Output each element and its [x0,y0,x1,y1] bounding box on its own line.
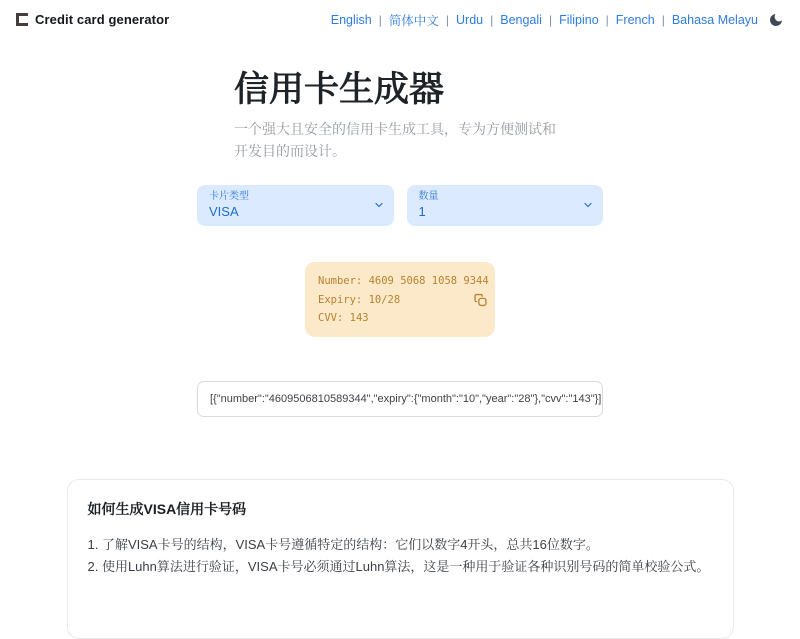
quantity-value: 1 [418,203,426,219]
generated-card-result [305,262,495,337]
separator: | [490,12,494,27]
lang-link-english[interactable]: English [330,12,372,27]
main-content [197,70,603,417]
separator: | [378,12,382,27]
lang-link-bengali[interactable]: Bengali [500,12,542,27]
guide-step-2: 2. 使用Luhn算法进行验证，VISA卡号必须通过Luhn算法，这是一种用于验证各种识别号码的简单校验公式。 [87,559,710,575]
card-number-value: 4609 5068 1058 9344 [368,275,489,288]
guide-step-1: 1. 了解VISA卡号的结构，VISA卡号遵循特定的结构：它们以数字4开头，总共16位数字。 [87,537,599,553]
chevron-down-icon [582,199,594,211]
lang-link-filipino[interactable]: Filipino [559,12,599,27]
header [0,0,800,30]
json-output: [{"number":"4609506810589344","expiry":{"month":"10","year":"28"},"cvv":"143"}] [197,381,603,417]
hero-section [234,70,566,163]
card-expiry-value: 10/28 [368,293,401,306]
guide-section [67,479,734,639]
brand[interactable] [16,12,169,27]
lang-link-french[interactable]: French [615,12,655,27]
card-number-label: Number: [318,275,363,288]
card-expiry-label: Expiry: [318,293,363,306]
guide-steps [88,534,713,578]
card-cvv-value: 143 [349,311,369,324]
lang-link-urdu[interactable]: Urdu [456,12,484,27]
page-subtitle: 一个强大且安全的信用卡生成工具，专为方便测试和开发目的而设计。 [234,121,556,159]
app-title: Credit card generator [35,12,170,27]
card-cvv-line [318,309,469,327]
lang-link-bahasa-melayu[interactable]: Bahasa Melayu [671,12,758,27]
quantity-label: 数量 [418,190,439,202]
quantity-select[interactable] [407,185,604,227]
chevron-down-icon [373,199,385,211]
card-type-select[interactable] [197,185,394,227]
card-number-line [318,272,489,290]
card-cvv-label: CVV: [318,311,344,324]
separator: | [548,12,553,27]
separator: | [661,12,665,27]
page-title: 信用卡生成器 [234,70,445,109]
card-expiry-line [318,291,469,309]
card-type-value: VISA [209,203,239,219]
credit-card-icon [16,13,28,26]
separator: | [445,12,450,27]
theme-toggle-button[interactable] [768,12,784,28]
lang-link-simplified-chinese[interactable]: 简体中文 [388,13,439,28]
generator-controls [197,185,603,227]
copy-button[interactable] [474,293,487,306]
guide-title: 如何生成VISA信用卡号码 [87,501,247,518]
card-type-label: 卡片类型 [209,190,249,202]
moon-icon [768,12,784,28]
language-switcher [331,11,784,29]
copy-icon [474,293,487,306]
separator: | [605,12,609,27]
